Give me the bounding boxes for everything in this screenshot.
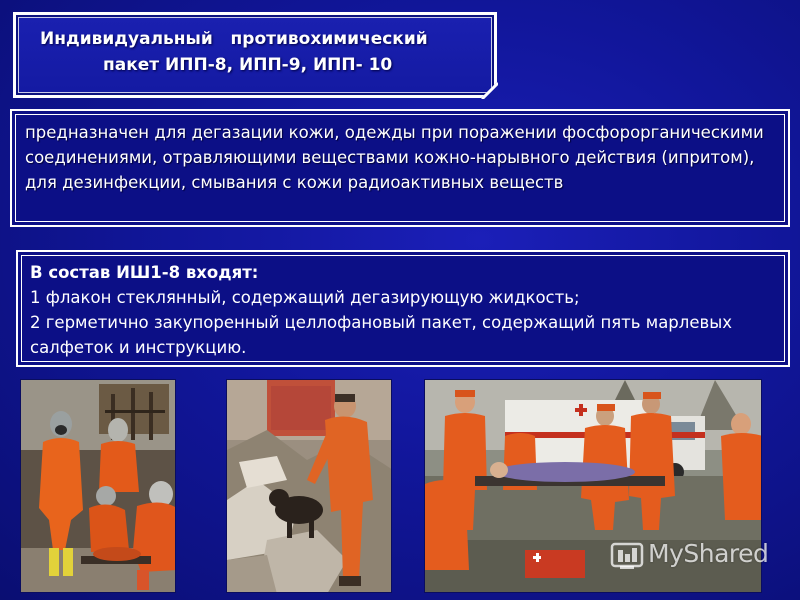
watermark [608, 536, 788, 576]
photo-rescuers-protective-suits [20, 379, 176, 593]
photo-rescuer-with-dog [226, 379, 392, 593]
myshared-logo-icon [610, 538, 646, 572]
slide-title-line-2: пакет ИПП-8, ИПП-9, ИПП- 10 [103, 55, 393, 75]
composition-panel [16, 250, 790, 367]
slide-title-line-1: Индивидуальный противохимический [40, 29, 428, 49]
composition-item-1: 1 флакон стеклянный, содержащий дегазирующую жидкость; [30, 288, 580, 307]
page-fold-icon [480, 81, 498, 99]
composition-heading: В состав ИШ1-8 входят: [30, 263, 259, 282]
watermark-text: MyShared [648, 539, 769, 568]
rescuers-in-protective-suits-photo-icon [21, 380, 176, 593]
description-panel [10, 109, 790, 227]
description-text: предназначен для дегазации кожи, одежды при поражении фосфорорганическими соединениями, отравляющими веществами кожно-нарывного действия (ипритом), для дезинфекции, смывания с кожи радиоактивных веществ [25, 123, 764, 192]
rescuer-with-dog-in-rubble-photo-icon [227, 380, 392, 593]
composition-item-2: 2 герметично закупоренный целлофановый пакет, содержащий пять марлевых салфеток и инструкцию. [30, 313, 732, 357]
title-box [13, 12, 497, 98]
